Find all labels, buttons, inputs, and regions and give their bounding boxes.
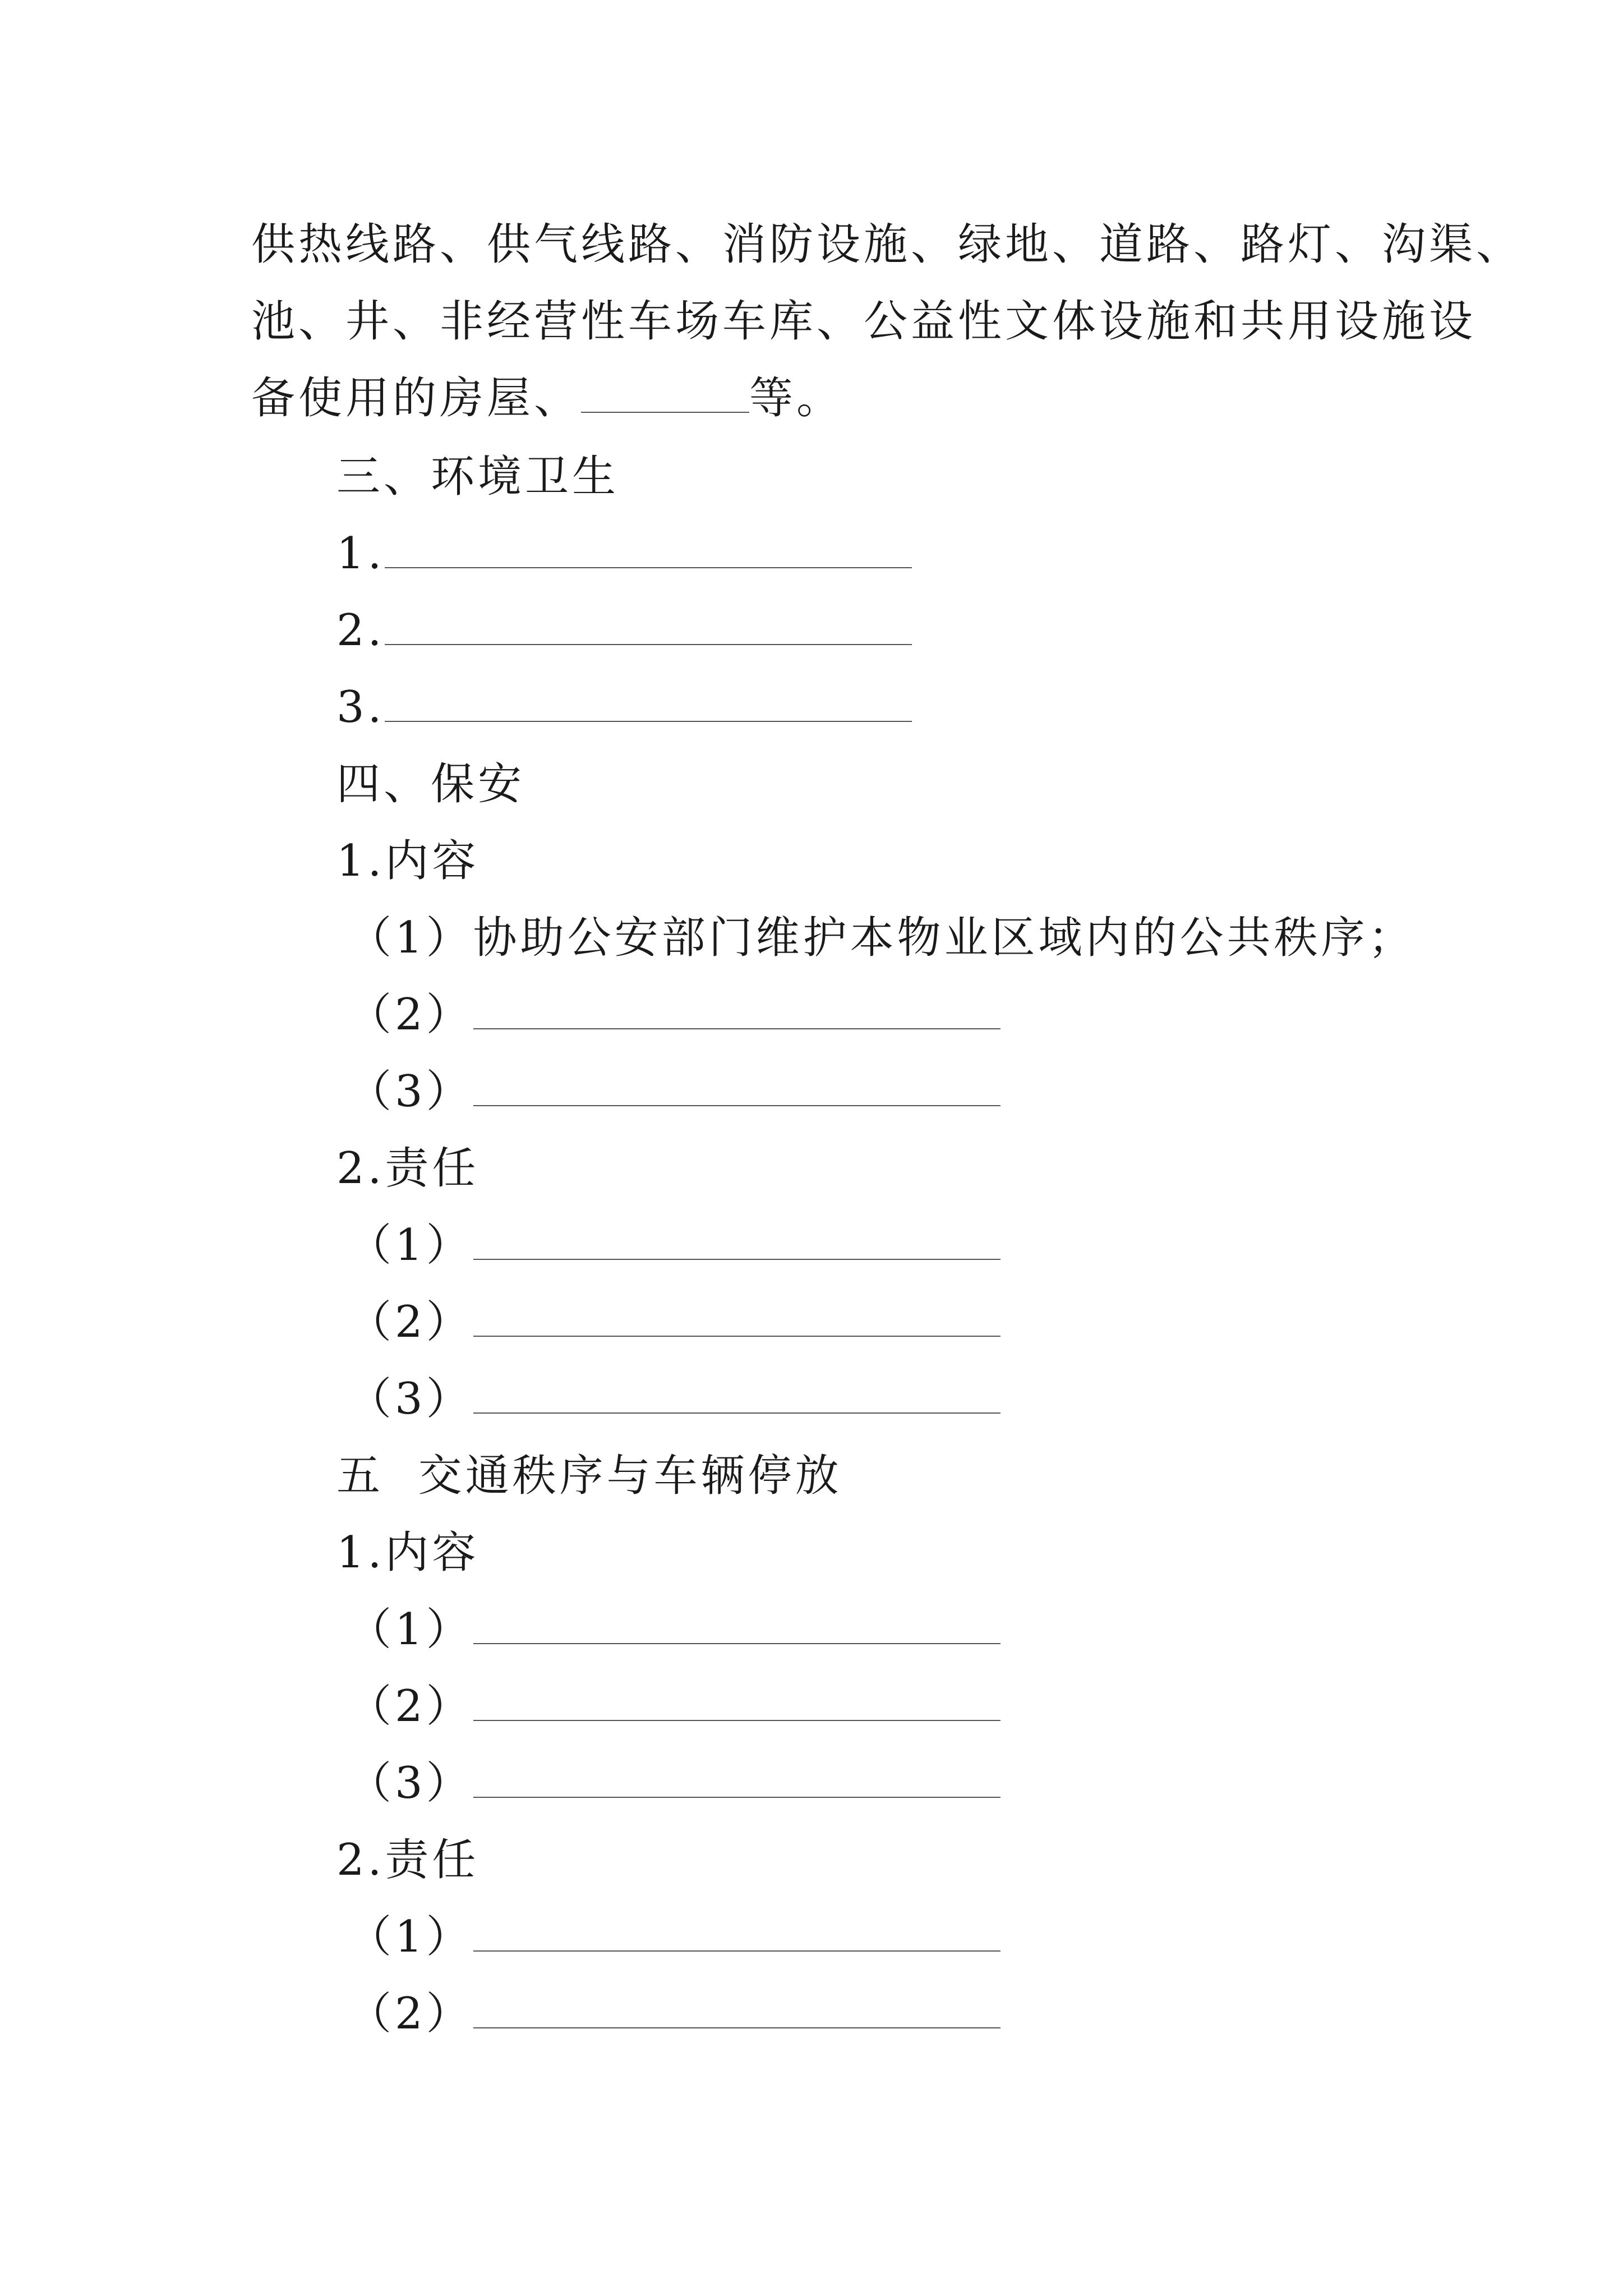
list-item [348, 1064, 1000, 1120]
label-text: 2.责任 [336, 1835, 479, 1885]
item-number: （2） [348, 1297, 473, 1347]
list-item [336, 679, 912, 735]
list-item [348, 1294, 1000, 1350]
item-number: （2） [348, 1681, 473, 1732]
heading-text: 三、环境卫生 [336, 452, 620, 502]
fill-in-blank[interactable] [473, 1991, 1000, 2028]
list-item [348, 1217, 1000, 1273]
subsection-label [336, 1140, 479, 1197]
list-item [348, 1909, 1000, 1965]
list-item [348, 1602, 1000, 1658]
item-number: 1. [336, 528, 385, 579]
paragraph-line [251, 360, 1401, 437]
item-number: （2） [348, 990, 473, 1040]
fill-in-blank[interactable] [473, 1684, 1000, 1721]
fill-in-blank[interactable] [473, 1607, 1000, 1644]
paragraph-line [251, 283, 1477, 360]
paragraph-line [251, 206, 1524, 283]
fill-in-blank[interactable] [581, 376, 749, 413]
paragraph-text: 备使用的房屋、 [251, 373, 582, 424]
label-text: 1.内容 [336, 1527, 479, 1578]
item-number: 2. [336, 605, 385, 656]
list-item [336, 526, 912, 582]
item-number: 3. [336, 682, 385, 733]
list-item [348, 987, 1000, 1043]
paragraph-text: 供热线路、供气线路、消防设施、绿地、道路、路灯、沟渠、 [251, 219, 1524, 270]
subsection-label [336, 833, 479, 889]
fill-in-blank[interactable] [473, 992, 1000, 1029]
subsection-label [336, 1525, 479, 1581]
label-text: 2.责任 [336, 1143, 479, 1194]
list-item [348, 1986, 1000, 2042]
paragraph-text: 等。 [749, 373, 844, 424]
label-text: 1.内容 [336, 836, 479, 886]
subsection-label [336, 1832, 479, 1888]
fill-in-blank[interactable] [473, 1761, 1000, 1798]
paragraph-text: 池、井、非经营性车场车库、公益性文体设施和共用设施设 [251, 296, 1477, 347]
fill-in-blank[interactable] [473, 1377, 1000, 1414]
item-number: （1） [348, 1220, 473, 1271]
heading-text: 五 交通秩序与车辆停放 [336, 1451, 842, 1501]
item-number: （3） [348, 1758, 473, 1809]
heading-text: 四、保安 [336, 759, 525, 809]
section-heading-security [336, 756, 525, 812]
list-item [336, 602, 912, 659]
list-item [348, 1755, 1000, 1811]
fill-in-blank[interactable] [473, 1915, 1000, 1952]
fill-in-blank[interactable] [385, 608, 912, 645]
fill-in-blank[interactable] [473, 1300, 1000, 1337]
section-heading-hygiene [336, 449, 619, 505]
list-item [348, 1678, 1000, 1734]
item-text: （1）协助公安部门维护本物业区域内的公共秩序； [348, 913, 1415, 963]
section-heading-traffic [336, 1448, 842, 1504]
list-item [348, 910, 1415, 966]
item-number: （2） [348, 1989, 473, 2039]
fill-in-blank[interactable] [385, 685, 912, 722]
item-number: （1） [348, 1604, 473, 1655]
list-item [348, 1371, 1000, 1427]
fill-in-blank[interactable] [473, 1223, 1000, 1260]
fill-in-blank[interactable] [473, 1069, 1000, 1106]
fill-in-blank[interactable] [385, 531, 912, 568]
item-number: （3） [348, 1066, 473, 1117]
item-number: （3） [348, 1374, 473, 1424]
item-number: （1） [348, 1912, 473, 1962]
